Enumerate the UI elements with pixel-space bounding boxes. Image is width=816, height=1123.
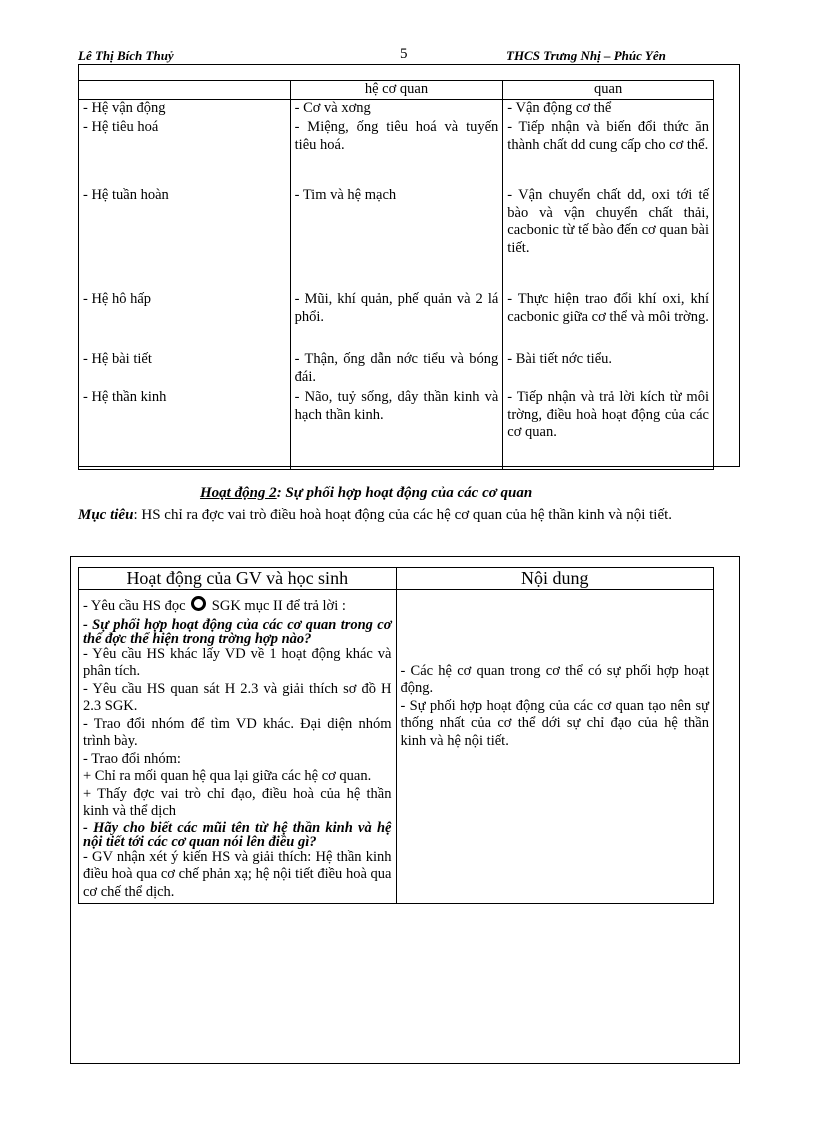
page-number: 5: [400, 46, 408, 62]
question-line: - Hãy cho biết các mũi tên từ hệ thần kinh và hệ nội tiết tới các cơ quan nói lên điều gì?: [83, 819, 392, 850]
system-cell: - Hệ tiêu hoá: [79, 119, 291, 187]
header-school: THCS Trưng Nhị – Phúc Yên: [506, 48, 666, 63]
activity-table: [78, 567, 714, 904]
content-cell: [396, 590, 714, 904]
organs-cell: - Tim và hệ mạch: [290, 187, 503, 291]
function-cell: - Bài tiết nớc tiểu.: [503, 351, 714, 389]
content-line: - Các hệ cơ quan trong cơ thể có sự phối hợp hoạt động.: [400, 662, 709, 697]
system-cell: - Hệ vận động: [79, 99, 291, 119]
table-header-cell: Hoạt động của GV và học sinh: [79, 568, 397, 590]
header-author: Lê Thị Bích Thuỷ: [78, 48, 174, 63]
table-header-cell: [79, 81, 291, 100]
content-line: - Sự phối hợp hoạt động của các cơ quan tạo nên sự thống nhất của cơ thể dới sự chỉ đạo của hệ thần kinh và hệ nội tiết.: [400, 697, 709, 749]
organs-cell: - Miệng, ống tiêu hoá và tuyến tiêu hoá.: [290, 119, 503, 187]
activity-line: - Yêu cầu HS quan sát H 2.3 và giải thích sơ đồ H 2.3 SGK.: [83, 680, 392, 714]
activity2-objective: [78, 505, 738, 526]
function-cell: - Tiếp nhận và trả lời kích từ môi trờng, điều hoà hoạt động của các cơ quan.: [503, 389, 714, 469]
table-row: [79, 187, 714, 291]
teacher-activities-cell: [79, 590, 397, 904]
circle-icon: [191, 596, 206, 611]
activity2-title: [200, 485, 532, 502]
activity-line: - GV nhận xét ý kiến HS và giải thích: Hệ thần kinh điều hoà qua cơ chế phản xạ; hệ nội tiết điều hoà qua cơ chế thể dịch.: [83, 848, 392, 900]
table-header-cell: hệ cơ quan: [290, 81, 503, 100]
system-cell: - Hệ hô hấp: [79, 291, 291, 351]
activity-text: SGK mục II để trả lời :: [211, 598, 346, 614]
table-row: [79, 351, 714, 389]
objective-label: Mục tiêu: [78, 507, 134, 523]
table-row: [79, 389, 714, 469]
table-header-row: [79, 568, 714, 590]
question-line: - Sự phối hợp hoạt động của các cơ quan trong cơ thể đợc thể hiện trong trờng hợp nào?: [83, 616, 392, 647]
system-cell: - Hệ thần kinh: [79, 389, 291, 469]
system-cell: - Hệ tuần hoàn: [79, 187, 291, 291]
activity-line: - Trao đổi nhóm:: [83, 750, 181, 767]
systems-table: [78, 80, 714, 470]
activity2-label: Hoạt động 2: [200, 485, 277, 501]
table-header-cell: quan: [503, 81, 714, 100]
table-row: [79, 291, 714, 351]
table-row: [79, 119, 714, 187]
system-cell: - Hệ bài tiết: [79, 351, 291, 389]
table-header-row: [79, 81, 714, 100]
function-cell: - Vận động cơ thể: [503, 99, 714, 119]
organs-cell: - Cơ và xơng: [290, 99, 503, 119]
activity-text: - Yêu cầu HS đọc: [83, 598, 186, 614]
function-cell: - Vận chuyển chất dd, oxi tới tế bào và vận chuyển chất thải, cacbonic từ tế bào đến cơ quan bài tiết.: [503, 187, 714, 291]
table-row: [79, 590, 714, 904]
activity-line: - Yêu cầu HS khác lấy VD về 1 hoạt động khác và phân tích.: [83, 645, 392, 679]
activity-line: + Chỉ ra mối quan hệ qua lại giữa các hệ cơ quan.: [83, 768, 372, 784]
organs-cell: - Thận, ống dẫn nớc tiểu và bóng đái.: [290, 351, 503, 389]
table-row: [79, 99, 714, 119]
function-cell: - Tiếp nhận và biến đổi thức ăn thành chất dd cung cấp cho cơ thể.: [503, 119, 714, 187]
table-header-cell: Nội dung: [396, 568, 714, 590]
activity-line: + Thấy đợc vai trò chỉ đạo, điều hoà của hệ thần kinh và thể dịch: [83, 785, 392, 819]
objective-text: : HS chỉ ra đợc vai trò điều hoà hoạt động của các hệ cơ quan của hệ thần kinh và nội tiết.: [133, 507, 673, 523]
function-cell: - Thực hiện trao đổi khí oxi, khí cacbonic giữa cơ thể và môi trờng.: [503, 291, 714, 351]
activity2-title-text: : Sự phối hợp hoạt động của các cơ quan: [276, 485, 533, 501]
activity-line: [83, 596, 392, 616]
organs-cell: - Não, tuỷ sống, dây thần kinh và hạch thần kinh.: [290, 389, 503, 469]
organs-cell: - Mũi, khí quản, phế quản và 2 lá phổi.: [290, 291, 503, 351]
activity-line: - Trao đổi nhóm để tìm VD khác. Đại diện nhóm trình bày.: [83, 715, 392, 749]
